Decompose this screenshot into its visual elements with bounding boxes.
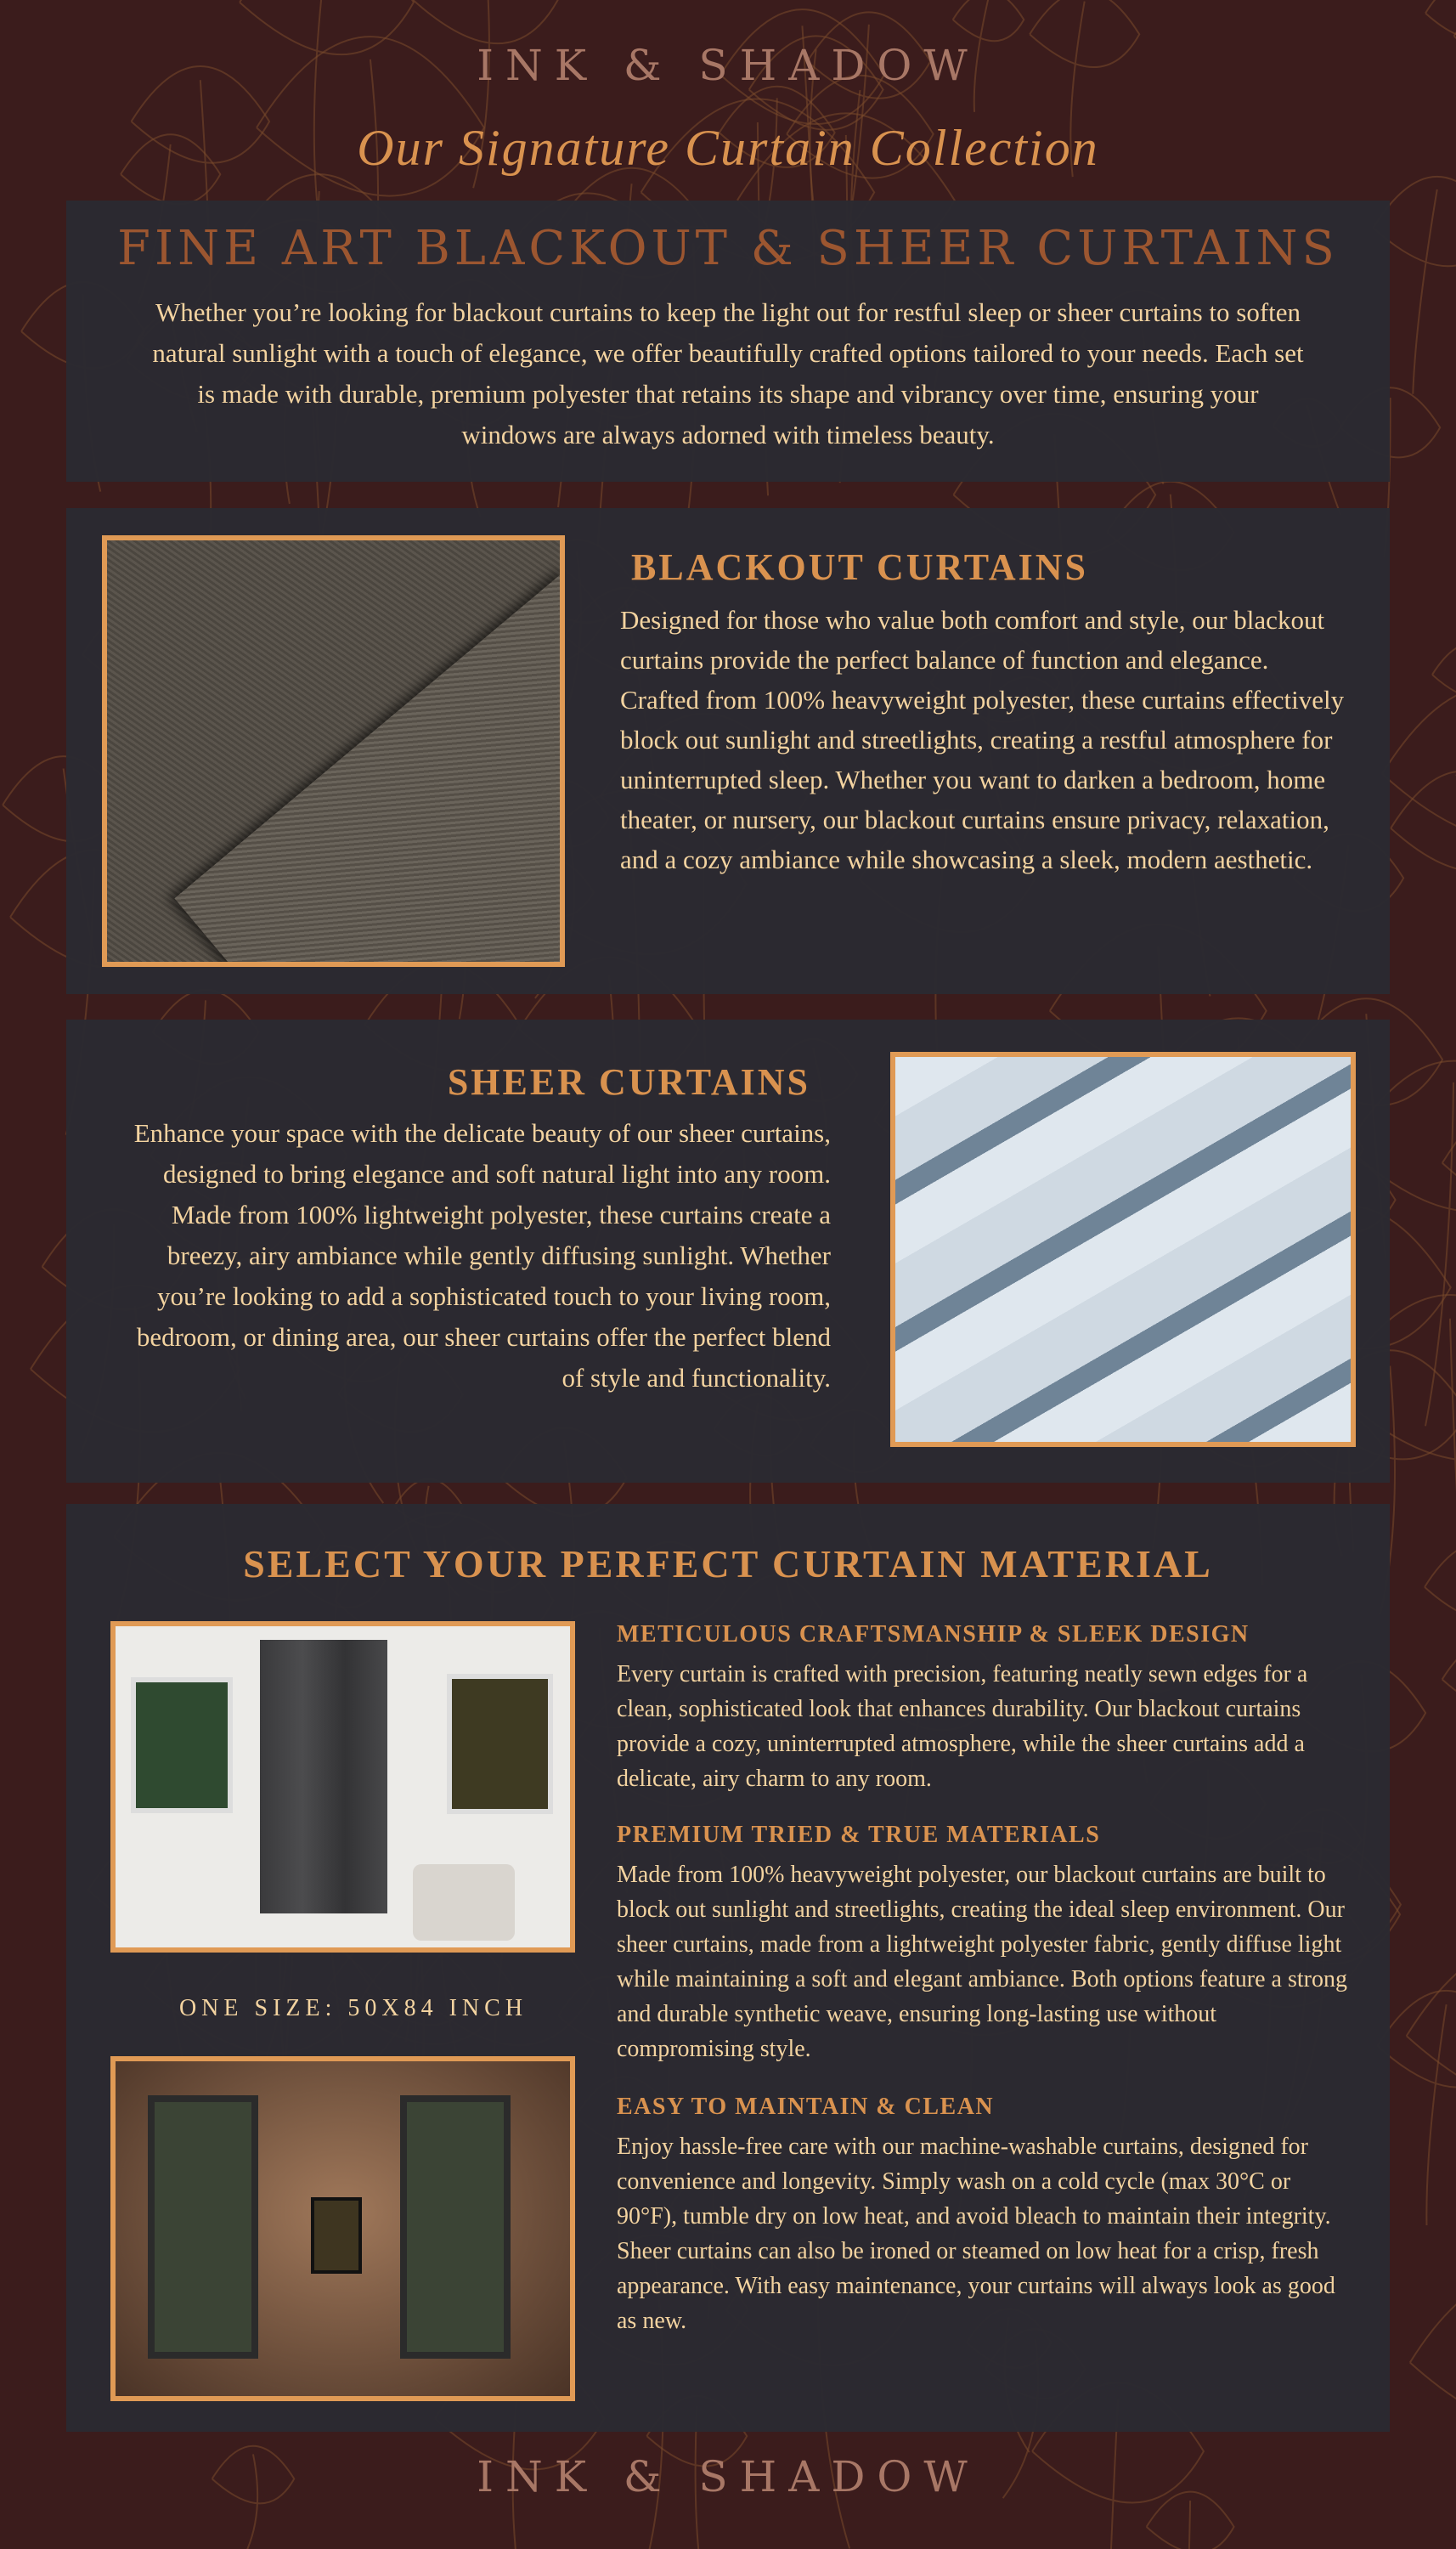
intro-title: FINE ART BLACKOUT & SHEER CURTAINS (117, 221, 1339, 276)
feature-list (617, 1621, 1356, 2338)
feature-title: METICULOUS CRAFTSMANSHIP & SLEEK DESIGN (617, 1621, 1250, 1648)
sheer-panel (66, 1020, 1390, 1483)
blackout-title: BLACKOUT CURTAINS (631, 546, 1089, 588)
feature-body: Every curtain is crafted with precision, featuring neatly sewn edges for a clean, sophisticated look that enhances durability. Our blackout curtains provide a cozy, uninterrupted atmosphere, while the sheer curtains add a delicate, airy charm to any room. (617, 1661, 1308, 1792)
intro-body: Whether you’re looking for blackout curtains to keep the light out for restful sleep or sheer curtains to soften natural sunlight with a touch of elegance, we offer beautifully crafted options tailored to your needs. Each set is made with durable, premium polyester that retains its shape and vibrancy over time, ensuring your windows are always adorned with timeless beauty. (152, 297, 1304, 449)
blackout-body: Designed for those who value both comfort and style, our blackout curtains provide the perfect balance of function and elegance. Crafted from 100% heavyweight polyester, these curtains effectively block out sunlight and streetlights, creating a restful atmosphere for uninterrupted sleep. Whether you want to darken a bedroom, home theater, or nursery, our blackout curtains ensure privacy, relaxation, and a cozy ambiance while showcasing a sleek, modern aesthetic. (620, 605, 1345, 874)
feature-body: Made from 100% heavyweight polyester, our blackout curtains are built to block out sunlight and streetlights, creating the ideal sleep environment. Our sheer curtains, made from a lightweight polyester fabric, gently diffuse light while maintaining a soft and elegant ambiance. Both options feature a strong and durable synthetic weave, ensuring long-lasting use without compromising style. (617, 1862, 1347, 2062)
material-panel (66, 1504, 1390, 2432)
blackout-panel (66, 508, 1390, 994)
material-title: SELECT YOUR PERFECT CURTAIN MATERIAL (243, 1542, 1213, 1585)
feature-item (617, 2094, 1356, 2338)
feature-item (617, 1822, 1356, 2066)
size-label: ONE SIZE: 50X84 INCH (178, 1995, 528, 2021)
feature-body: Enjoy hassle-free care with our machine-washable curtains, designed for convenience and longevity. Simply wash on a cold cycle (max 30°C or 90°F), tumble dry on low heat, and avoid bleach to maintain their integrity. Sheer curtains can also be ironed or steamed on low heat for a crisp, fresh appearance. With easy maintenance, your curtains will always look as good as new. (617, 2134, 1335, 2334)
sheer-title: SHEER CURTAINS (447, 1061, 810, 1103)
brand-header: INK & SHADOW (477, 41, 979, 90)
feature-item (617, 1621, 1356, 1796)
blackout-room-image (110, 1621, 575, 1953)
intro-panel (66, 201, 1390, 482)
collection-subtitle: Our Signature Curtain Collection (357, 120, 1099, 176)
floral-line (1442, 1642, 1456, 1801)
feature-title: EASY TO MAINTAIN & CLEAN (617, 2094, 995, 2120)
floral-line (1442, 1077, 1456, 1444)
floral-line (1382, 687, 1456, 1057)
floral-line (1410, 2277, 1456, 2549)
feature-title: PREMIUM TRIED & TRUE MATERIALS (617, 1822, 1101, 1848)
blackout-fabric-image (102, 535, 565, 967)
floral-line (1425, 1543, 1456, 1730)
brand-footer: INK & SHADOW (477, 2452, 979, 2501)
sheer-room-image (110, 2056, 575, 2401)
sheer-fabric-image (890, 1052, 1356, 1447)
sheer-body: Enhance your space with the delicate beauty of our sheer curtains, designed to bring elegance and soft natural light into any room. Made from 100% lightweight polyester, these curtains create a breezy, airy ambiance while gently diffusing sunlight. Whether you’re looking to add a sophisticated touch to your living room, bedroom, or dining area, our sheer curtains offer the perfect blend of style and functionality. (133, 1118, 831, 1393)
